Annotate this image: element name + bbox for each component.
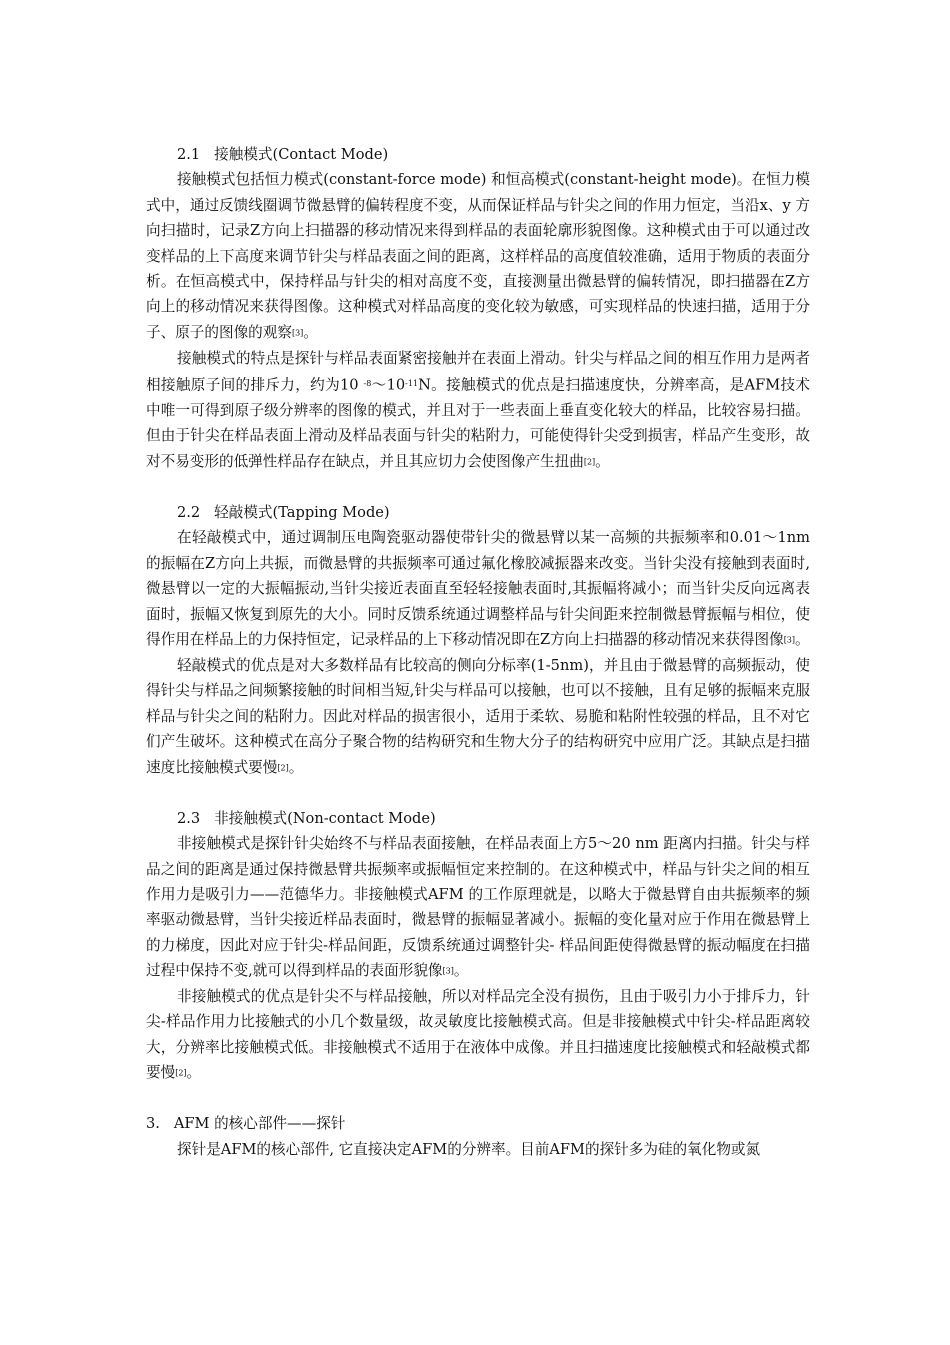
paragraph-text: N。接触模式的优点是扫描速度快，分辨率高，是AFM技术中唯一可得到原子级分辨率的图像的模式，并且对于一些表面上垂直变化较大的样品，比较容易扫描。 但由于针尖在样品表面上滑动及样品表面与针尖的粘附力，可能使得针尖受到损害，样品产生变形，故对不易变形的低弹性样品存在缺点，并且其应切力会使图像产生扭曲	[146, 376, 810, 470]
section-heading: 3. AFM 的核心部件——探针	[146, 1115, 346, 1133]
paragraph-text: 。	[595, 452, 610, 470]
paragraph-text: 接触模式包括恒力模式(constant-force mode) 和恒高模式(constant-height mode)。在恒力模式中，通过反馈线圈调节微悬臂的偏转程度不变，从而保证样品与针尖之间的作用力恒定，当沿x、y 方向扫描时，记录Z方向上扫描器的移动情况来得到样品的表面轮廓形貌图像。这种模式由于可以通过改变样品的上下高度来调节针尖与样品表面之间的距离，这样样品的高度值较准确，适用于物质的表面分析。在恒高模式中，保持样品与针尖的相对高度不变，直接测量出微悬臂的偏转情况，即扫描器在Z方向上的移动情况来获得图像。这种模式对样品高度的变化较为敏感，可实现样品的快速扫描，适用于分子、原子的图像的观察	[146, 171, 810, 341]
paragraph-text: 在轻敲模式中，通过调制压电陶瓷驱动器使带针尖的微悬臂以某一高频的共振频率和0.01～1nm 的振幅在Z方向上共振，而微悬臂的共振频率可通过氟化橡胶减振器来改变。当针尖没有接触到表面时,微悬臂以一定的大振幅振动,当针尖接近表面直至轻轻接触表面时,其振幅将减小；而当针尖反向远离表面时，振幅又恢复到原先的大小。同时反馈系统通过调整样品与针尖间距来控制微悬臂振幅与相位，使得作用在样品上的力保持恒定，记录样品的上下移动情况即在Z方向上扫描器的移动情况来获得图像	[146, 529, 810, 649]
paragraph	[146, 1137, 810, 1162]
paragraph-text: 。	[795, 631, 810, 649]
paragraph-text: 。	[186, 1064, 202, 1082]
section-2-1	[146, 142, 810, 475]
section-2-3	[146, 806, 810, 1086]
section-heading: 2.3 非接触模式(Non-contact Mode)	[177, 809, 436, 827]
paragraph	[146, 653, 810, 780]
paragraph	[146, 346, 810, 475]
document-page	[146, 142, 810, 1162]
paragraph-text: 探针是AFM的核心部件, 它直接决定AFM的分辨率。目前AFM的探针多为硅的氧化物或氮	[177, 1140, 761, 1158]
citation: [3]	[442, 966, 454, 976]
paragraph-text: 轻敲模式的优点是对大多数样品有比较高的侧向分标率(1-5nm)，并且由于微悬臂的高频振动，使得针尖与样品之间频繁接触的时间相当短,针尖与样品可以接触，也可以不接触，且有足够的振幅来克服样品与针尖之间的粘附力。因此对样品的损害很小，适用于柔软、易脆和粘附性较强的样品，且不对它们产生破坏。这种模式在高分子聚合物的结构研究和生物大分子的结构研究中应用广泛。其缺点是扫描速度比接触模式要慢	[146, 656, 810, 776]
section-3	[146, 1111, 810, 1162]
paragraph-text: ～10	[371, 376, 406, 394]
exponent: -11	[405, 379, 419, 389]
paragraph	[146, 525, 810, 652]
paragraph-text: 非接触模式是探针针尖始终不与样品表面接触，在样品表面上方5～20 nm 距离内扫描。针尖与样品之间的距离是通过保持微悬臂共振频率或振幅恒定来控制的。在这种模式中，样品与针尖之间的相互作用力是吸引力——范德华力。非接触模式AFM 的工作原理就是，以略大于微悬臂自由共振频率的频率驱动微悬臂，当针尖接近样品表面时，微悬臂的振幅显著减小。振幅的变化量对应于作用在微悬臂上的力梯度，因此对应于针尖-样品间距，反馈系统通过调整针尖- 样品间距使得微悬臂的振动幅度在扫描过程中保持不变,就可以得到样品的表面形貌像	[146, 835, 810, 980]
paragraph	[146, 167, 810, 345]
citation: [3]	[291, 328, 304, 338]
section-2-2	[146, 500, 810, 780]
paragraph-text: 接触模式的特点是探针与样品表面紧密接触并在表面上滑动。针尖与样品之间的相互作用力是两者相接触原子间的排斥力，约为10	[146, 349, 810, 394]
citation: [2]	[583, 457, 596, 467]
citation: [3]	[783, 635, 796, 645]
citation: [2]	[277, 762, 289, 772]
section-spacer	[146, 475, 810, 500]
paragraph	[146, 831, 810, 984]
section-heading: 2.2 轻敲模式(Tapping Mode)	[177, 504, 390, 522]
section-spacer	[146, 780, 810, 805]
section-heading: 2.1 接触模式(Contact Mode)	[177, 146, 389, 163]
citation: [2]	[175, 1068, 187, 1078]
paragraph	[146, 984, 810, 1086]
paragraph-text: 。	[453, 962, 469, 980]
paragraph-text: 。	[303, 323, 318, 341]
paragraph-text: 。	[288, 758, 304, 776]
exponent: -8	[363, 379, 372, 389]
section-spacer	[146, 1086, 810, 1111]
paragraph-text: 非接触模式的优点是针尖不与样品接触，所以对样品完全没有损伤，且由于吸引力小于排斥力，针尖-样品作用力比接触式的小几个数量级，故灵敏度比接触模式高。但是非接触模式中针尖-样品距离较大，分辨率比接触模式低。非接触模式不适用于在液体中成像。并且扫描速度比接触模式和轻敲模式都要慢	[146, 988, 810, 1082]
